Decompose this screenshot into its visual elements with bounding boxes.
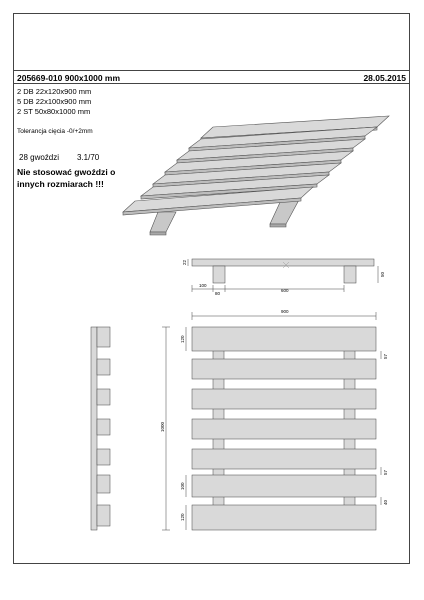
end-view-board-3: [97, 389, 110, 405]
end-view: [91, 327, 110, 530]
iso-leg-front: [150, 212, 176, 232]
plan-board-7: [192, 505, 376, 530]
side-dim-leg-height-label: 50: [380, 271, 385, 277]
plan-board-5: [192, 449, 376, 469]
side-dim-leg-width-label: 80: [215, 291, 221, 296]
end-view-stringer: [91, 327, 97, 530]
plan-board-2: [192, 359, 376, 379]
side-view-board: [192, 259, 374, 266]
end-view-board-4: [97, 419, 110, 435]
spec-line-2: 5 DB 22x100x900 mm: [17, 97, 92, 106]
side-dim-span-label: 600: [281, 288, 289, 293]
end-view-board-6: [97, 475, 110, 493]
plan-board-4: [192, 419, 376, 439]
iso-leg-front-side: [150, 232, 166, 235]
plan-dim-gap-mid-label: 57: [383, 469, 388, 475]
plan-board-3: [192, 389, 376, 409]
plan-view: [162, 312, 381, 530]
plan-dim-width-label: 900: [281, 309, 289, 314]
nail-type: 3.1/70: [77, 153, 100, 162]
plan-dim-board-label: 100: [180, 482, 185, 490]
plan-dim-top-board-label: 120: [180, 335, 185, 343]
side-view-leg-right: [344, 266, 356, 283]
end-view-board-7: [97, 505, 110, 526]
plan-dim-gap-bottom-label: 40: [383, 499, 388, 505]
plan-board-6: [192, 475, 376, 497]
end-view-board-2: [97, 359, 110, 375]
part-code: 205669-010 900x1000 mm: [17, 73, 121, 83]
spec-line-3: 2 ST 50x80x1000 mm: [17, 107, 91, 116]
side-dim-height-label: 22: [182, 259, 187, 265]
plan-board-1: [192, 327, 376, 351]
drawing-date: 28.05.2015: [363, 73, 406, 83]
plan-dim-gap-top-label: 57: [383, 353, 388, 359]
end-view-board-5: [97, 449, 110, 465]
nail-count: 28 gwoździ: [19, 153, 60, 162]
plan-dim-bottom-board-label: 120: [180, 513, 185, 521]
cut-tolerance: Tolerancja cięcia -0/+2mm: [17, 128, 93, 135]
pallet-isometric: [123, 116, 389, 235]
plan-dim-length-label: 1000: [160, 421, 165, 432]
warning-line-1: Nie stosować gwoździ o: [17, 167, 116, 177]
warning-line-2: innych rozmiarach !!!: [17, 179, 104, 189]
side-dim-offset-label: 100: [199, 283, 207, 288]
iso-leg-back-side: [270, 224, 286, 227]
spec-line-1: 2 DB 22x120x900 mm: [17, 87, 92, 96]
end-view-board-1: [97, 327, 110, 347]
side-view-leg-left: [213, 266, 225, 283]
